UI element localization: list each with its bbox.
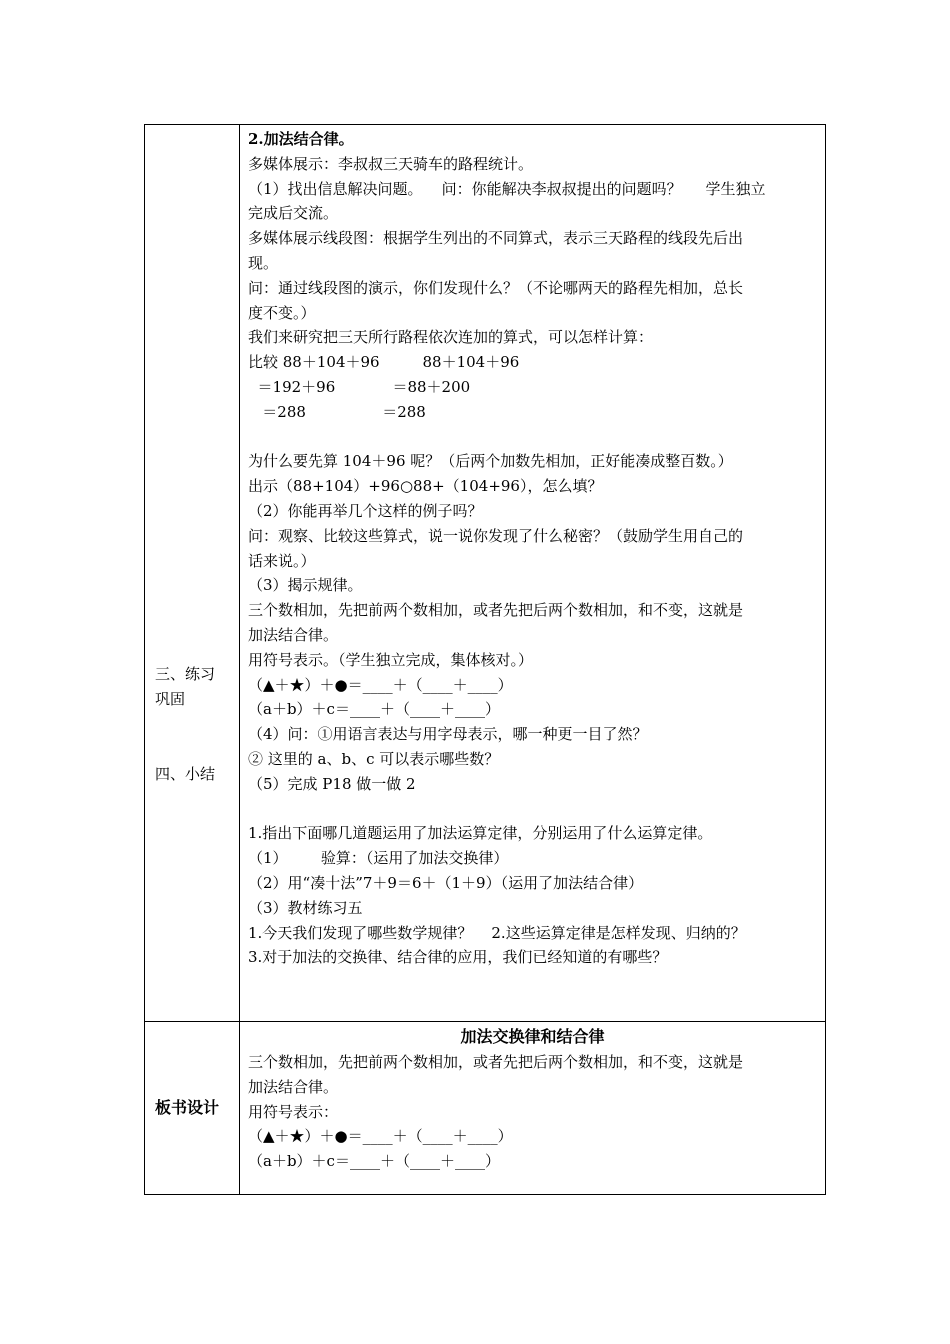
board-title: 加法交换律和结合律 (460, 1027, 605, 1046)
content-line: 话来说。） (248, 551, 316, 570)
summary-label: 四、小结 (155, 765, 216, 783)
content-line: ＝288 ＝288 (248, 402, 426, 421)
board-line: 用符号表示： (248, 1102, 339, 1121)
content-line: 加法结合律。 (248, 625, 339, 644)
content-line: 1.指出下面哪几道题运用了加法运算定律，分别运用了什么运算定律。 (248, 824, 713, 843)
content-line: 问：通过线段图的演示，你们发现什么？（不论哪两天的路程先相加，总长 (248, 278, 744, 297)
section-heading: 2.加法结合律。 (248, 130, 354, 148)
content-line: 出示（88+104）+96○88+（104+96），怎么填？ (248, 477, 603, 496)
board-label-cell (145, 1022, 240, 1195)
board-line: （▲＋★）＋●＝____＋（____＋____） (248, 1127, 513, 1146)
board-line: （a＋b）＋c＝____＋（____＋____） (248, 1152, 500, 1171)
content-line: （5）完成 P18 做一做 2 (248, 774, 416, 793)
content-line: 比较 88＋104＋96 88＋104＋96 (248, 353, 520, 372)
content-line: 完成后交流。 (248, 204, 339, 223)
board-line: 加法结合律。 (248, 1077, 339, 1096)
practice-label-line2: 巩固 (155, 690, 186, 708)
content-line: 多媒体展示线段图：根据学生列出的不同算式，表示三天路程的线段先后出 (248, 229, 744, 248)
content-line (248, 797, 817, 822)
board-content-cell (240, 1022, 826, 1195)
content-line: 多媒体展示：李叔叔三天骑车的路程统计。 (248, 154, 534, 173)
content-line: （3）教材练习五 (248, 898, 363, 917)
practice-summary-row (145, 125, 826, 1022)
content-line: 三个数相加，先把前两个数相加，或者先把后两个数相加，和不变，这就是 (248, 601, 744, 620)
board-design-label: 板书设计 (155, 1098, 220, 1117)
content-line: 现。 (248, 253, 279, 272)
content-line: 问：观察、比较这些算式，说一说你发现了什么秘密？（鼓励学生用自己的 (248, 526, 744, 545)
content-line: （4）问：①用语言表达与用字母表示，哪一种更一目了然？ (248, 725, 648, 744)
content-line: 用符号表示。（学生独立完成，集体核对。） (248, 650, 534, 669)
content-line: （2）你能再举几个这样的例子吗？ (248, 501, 483, 520)
content-line: 3.对于加法的交换律、结合律的应用，我们已经知道的有哪些？ (248, 948, 668, 967)
content-line: （3）揭示规律。 (248, 576, 363, 595)
lesson-content (240, 125, 825, 1021)
content-line: （a＋b）＋c＝____＋（____＋____） (248, 700, 500, 719)
section-label-cell (145, 125, 240, 1022)
board-design-row (145, 1022, 826, 1195)
content-line: 1.今天我们发现了哪些数学规律？ 2.这些运算定律是怎样发现、归纳的？ (248, 923, 746, 942)
content-line: （2）用“凑十法”7＋9＝6＋（1＋9）（运用了加法结合律） (248, 873, 644, 892)
content-line: （1） 验算：（运用了加法交换律） (248, 849, 509, 868)
content-line: ② 这里的 a、b、c 可以表示哪些数？ (248, 749, 500, 768)
content-line: 我们来研究把三天所行路程依次连加的算式，可以怎样计算： (248, 328, 654, 347)
content-line: （▲＋★）＋●＝____＋（____＋____） (248, 675, 513, 694)
content-line: 为什么要先算 104＋96 呢？（后两个加数先相加，正好能凑成整百数。） (248, 452, 733, 471)
content-line: ＝192＋96 ＝88＋200 (248, 377, 471, 396)
lesson-plan-table (144, 124, 826, 1195)
content-line: 度不变。） (248, 303, 316, 322)
lesson-content-cell (240, 125, 826, 1022)
practice-label-line1: 三、练习 (155, 665, 216, 683)
board-line: 三个数相加，先把前两个数相加，或者先把后两个数相加，和不变，这就是 (248, 1053, 744, 1071)
content-line: （1）找出信息解决问题。 问：你能解决李叔叔提出的问题吗？ 学生独立 (248, 179, 766, 198)
content-line (248, 425, 817, 450)
